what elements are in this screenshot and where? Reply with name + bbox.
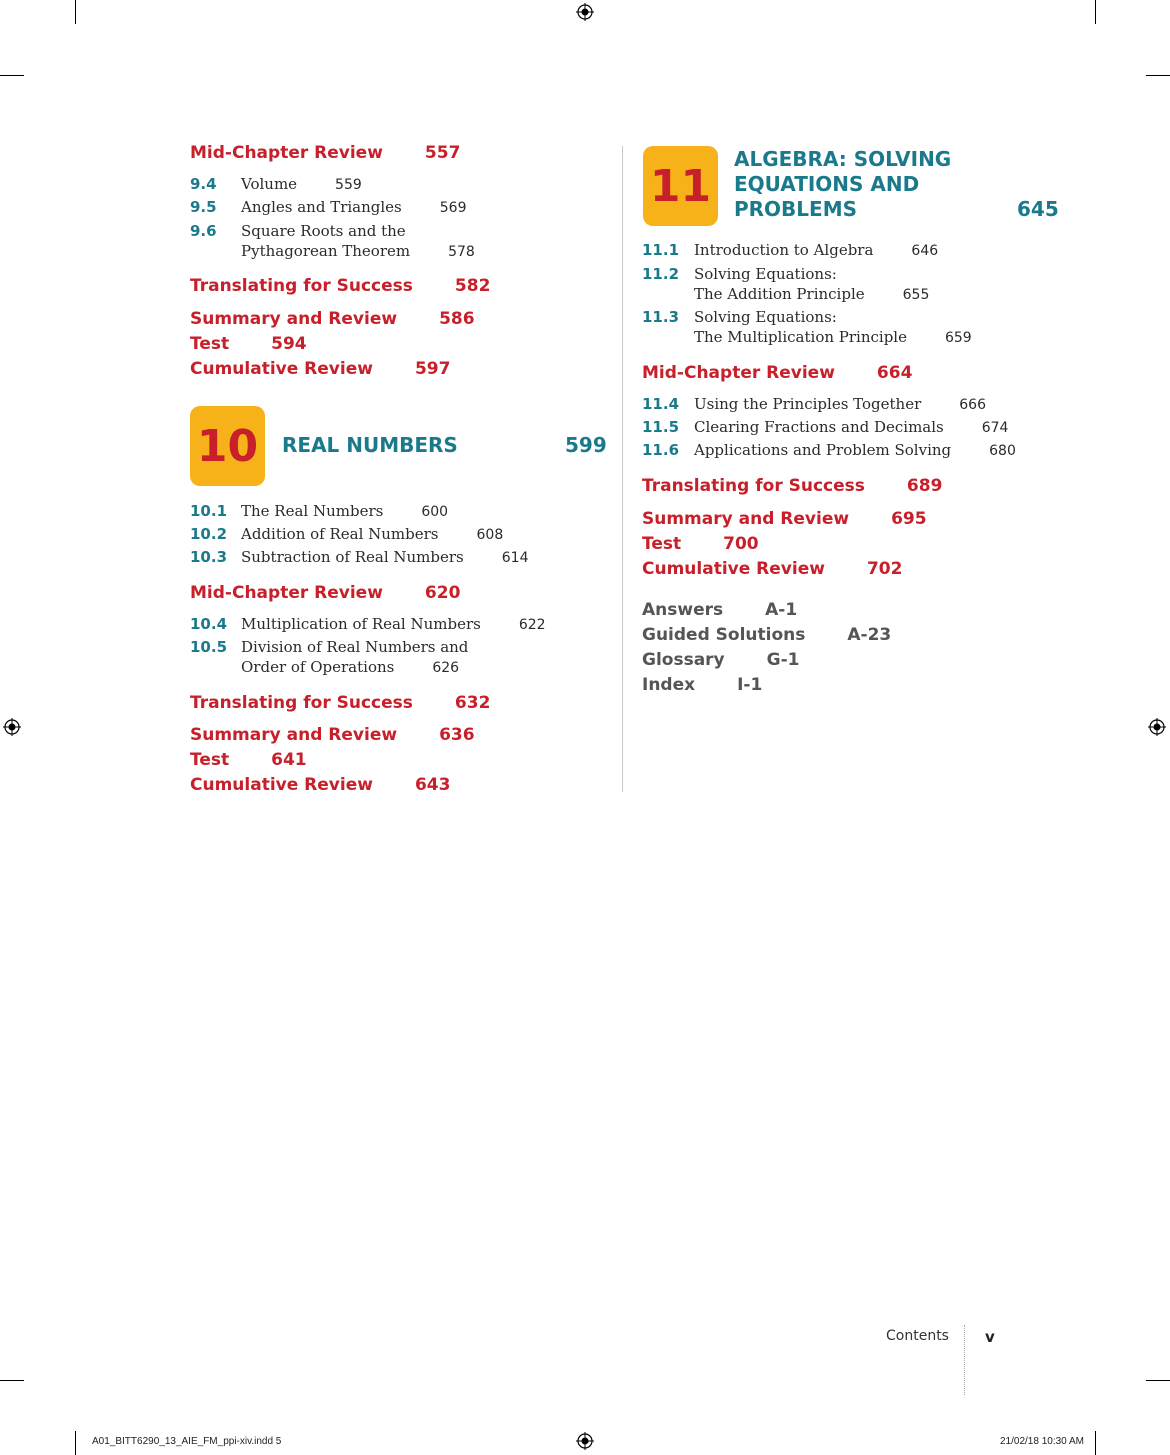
ch10-translating-for-success[interactable] — [190, 693, 490, 713]
back-matter-index[interactable] — [642, 675, 762, 695]
section-page: 614 — [501, 550, 529, 566]
footer-dotted-rule — [964, 1325, 965, 1395]
section-page: 655 — [902, 287, 930, 303]
section-number: 10.4 — [190, 615, 228, 633]
section-title: Multiplication of Real Numbers — [241, 615, 481, 633]
chapter-10-title[interactable]: REAL NUMBERS — [282, 433, 458, 457]
cumulative-page: 597 — [414, 359, 451, 379]
back-matter-glossary[interactable] — [642, 650, 799, 670]
section-title: Applications and Problem Solving — [694, 441, 952, 459]
section-title: Clearing Fractions and Decimals — [694, 418, 944, 436]
running-footer-label: Contents — [886, 1328, 949, 1344]
ch10-mid-chapter-review[interactable] — [190, 583, 460, 603]
ch9-translating-for-success[interactable] — [190, 276, 490, 296]
ch11-mid-chapter-review[interactable] — [642, 363, 912, 383]
chapter-11-title-line2: EQUATIONS AND — [734, 172, 920, 196]
ch9-summary-and-review[interactable] — [190, 309, 475, 329]
section-title-line1: Division of Real Numbers and — [241, 638, 469, 656]
crop-mark-bottom-left-v — [75, 1431, 76, 1455]
ch9-mid-review-page: 557 — [424, 143, 461, 163]
section-number: 9.4 — [190, 175, 217, 193]
toc-entry-10-4[interactable] — [190, 614, 546, 633]
section-title: Addition of Real Numbers — [241, 525, 439, 543]
back-matter-page: A-23 — [847, 625, 892, 645]
section-number: 11.6 — [642, 441, 680, 459]
section-page: 666 — [959, 397, 986, 413]
ch10-summary-and-review[interactable] — [190, 725, 475, 745]
summary-label: Summary and Review — [642, 509, 850, 529]
slug-datetime: 21/02/18 10:30 AM — [1000, 1436, 1084, 1447]
toc-entry-10-1[interactable] — [190, 501, 448, 520]
toc-entry-10-3[interactable] — [190, 547, 529, 566]
toc-entry-11-4[interactable] — [642, 394, 986, 413]
translating-page: 632 — [454, 693, 491, 713]
ch11-cumulative-review[interactable] — [642, 559, 902, 579]
toc-entry-11-3-line2 — [694, 327, 972, 346]
back-matter-label: Guided Solutions — [642, 625, 806, 645]
section-title-line1: Solving Equations: — [694, 308, 837, 326]
crop-mark-bottom-left-h — [0, 1380, 24, 1381]
section-page: 674 — [981, 420, 1009, 436]
chapter-11-number-badge: 11 — [643, 146, 718, 226]
toc-entry-9-6[interactable] — [190, 221, 406, 240]
back-matter-page: I-1 — [737, 675, 763, 695]
ch9-cumulative-review[interactable] — [190, 359, 450, 379]
section-title: Using the Principles Together — [694, 395, 922, 413]
section-title-line2: Pythagorean Theorem — [241, 242, 411, 260]
section-number: 11.1 — [642, 241, 680, 259]
test-page: 594 — [271, 334, 307, 354]
translating-label: Translating for Success — [190, 276, 413, 296]
ch9-test[interactable] — [190, 334, 307, 354]
ch10-cumulative-review[interactable] — [190, 775, 450, 795]
test-label: Test — [190, 334, 230, 354]
toc-entry-9-6-line2 — [241, 241, 475, 260]
section-title: Subtraction of Real Numbers — [241, 548, 464, 566]
back-matter-page: G-1 — [766, 650, 800, 670]
cumulative-label: Cumulative Review — [190, 359, 373, 379]
toc-entry-10-5-line2 — [241, 657, 459, 676]
crop-mark-top-right-v — [1095, 0, 1096, 24]
summary-label: Summary and Review — [190, 309, 398, 329]
toc-entry-9-5[interactable] — [190, 197, 467, 216]
section-number: 10.5 — [190, 638, 228, 656]
section-page: 626 — [432, 660, 460, 676]
section-page: 622 — [518, 617, 546, 633]
summary-page: 636 — [439, 725, 475, 745]
translating-page: 582 — [454, 276, 491, 296]
back-matter-label: Glossary — [642, 650, 725, 670]
section-title-line2: The Addition Principle — [694, 285, 865, 303]
section-number: 11.3 — [642, 308, 680, 326]
section-number: 11.4 — [642, 395, 680, 413]
back-matter-page: A-1 — [765, 600, 798, 620]
summary-page: 695 — [891, 509, 927, 529]
test-page: 641 — [271, 750, 307, 770]
ch10-mid-review-page: 620 — [424, 583, 461, 603]
translating-label: Translating for Success — [642, 476, 865, 496]
section-page: 578 — [448, 244, 475, 260]
summary-page: 586 — [439, 309, 475, 329]
test-label: Test — [190, 750, 230, 770]
cumulative-label: Cumulative Review — [190, 775, 373, 795]
section-page: 646 — [911, 243, 939, 259]
cumulative-label: Cumulative Review — [642, 559, 825, 579]
back-matter-answers[interactable] — [642, 600, 797, 620]
toc-entry-11-1[interactable] — [642, 240, 938, 259]
ch10-test[interactable] — [190, 750, 307, 770]
section-number: 9.5 — [190, 198, 217, 216]
registration-mark-bottom-icon — [576, 1432, 594, 1450]
toc-entry-11-2-line2 — [694, 284, 929, 303]
section-title: Angles and Triangles — [241, 198, 402, 216]
cumulative-page: 702 — [866, 559, 903, 579]
section-page: 608 — [476, 527, 504, 543]
registration-mark-right-icon — [1148, 718, 1166, 736]
section-title-line2: The Multiplication Principle — [694, 328, 907, 346]
section-page: 600 — [421, 504, 449, 520]
section-title: The Real Numbers — [241, 502, 384, 520]
toc-entry-11-5[interactable] — [642, 417, 1008, 436]
translating-page: 689 — [906, 476, 943, 496]
ch9-mid-chapter-review[interactable] — [190, 143, 460, 163]
crop-mark-bottom-right-v — [1095, 1431, 1096, 1455]
section-title: Introduction to Algebra — [694, 241, 874, 259]
section-number: 11.2 — [642, 265, 680, 283]
section-page: 569 — [439, 200, 467, 216]
toc-entry-10-5[interactable] — [190, 637, 468, 656]
section-page: 559 — [335, 177, 362, 193]
ch11-test[interactable] — [642, 534, 759, 554]
back-matter-label: Answers — [642, 600, 724, 620]
ch11-mid-review-page: 664 — [876, 363, 913, 383]
toc-entry-11-6[interactable] — [642, 440, 1016, 459]
ch11-mid-review-label: Mid-Chapter Review — [642, 363, 835, 383]
chapter-10-page[interactable]: 599 — [565, 433, 607, 457]
section-page: 680 — [989, 443, 1016, 459]
chapter-10-number-badge: 10 — [190, 406, 265, 486]
section-number: 9.6 — [190, 222, 217, 240]
page-folio: v — [985, 1328, 995, 1346]
section-title-line1: Solving Equations: — [694, 265, 837, 283]
section-page: 659 — [944, 330, 972, 346]
crop-mark-top-left-h — [0, 75, 24, 76]
section-title: Volume — [241, 175, 298, 193]
section-number: 10.3 — [190, 548, 228, 566]
toc-entry-11-3[interactable] — [642, 307, 837, 326]
chapter-11-title[interactable] — [734, 147, 951, 222]
translating-label: Translating for Success — [190, 693, 413, 713]
ch11-summary-and-review[interactable] — [642, 509, 927, 529]
back-matter-label: Index — [642, 675, 696, 695]
test-page: 700 — [723, 534, 759, 554]
registration-mark-left-icon — [3, 718, 21, 736]
chapter-11-title-line3: PROBLEMS — [734, 197, 858, 221]
test-label: Test — [642, 534, 682, 554]
section-title-line1: Square Roots and the — [241, 222, 406, 240]
crop-mark-top-right-h — [1146, 75, 1170, 76]
ch11-translating-for-success[interactable] — [642, 476, 942, 496]
chapter-11-title-line1: ALGEBRA: SOLVING — [734, 147, 952, 171]
summary-label: Summary and Review — [190, 725, 398, 745]
section-number: 10.2 — [190, 525, 228, 543]
ch10-mid-review-label: Mid-Chapter Review — [190, 583, 383, 603]
crop-mark-top-left-v — [75, 0, 76, 24]
section-title-line2: Order of Operations — [241, 658, 395, 676]
cumulative-page: 643 — [414, 775, 451, 795]
section-number: 10.1 — [190, 502, 228, 520]
back-matter-guided-solutions[interactable] — [642, 625, 891, 645]
slug-filename: A01_BITT6290_13_AIE_FM_ppi-xiv.indd 5 — [92, 1436, 282, 1447]
section-number: 11.5 — [642, 418, 680, 436]
registration-mark-top-icon — [576, 3, 594, 21]
toc-entry-10-2[interactable] — [190, 524, 503, 543]
ch9-mid-review-label: Mid-Chapter Review — [190, 143, 383, 163]
toc-entry-9-4[interactable] — [190, 174, 362, 193]
crop-mark-bottom-right-h — [1146, 1380, 1170, 1381]
chapter-11-page[interactable]: 645 — [1017, 197, 1059, 221]
column-divider — [622, 146, 623, 792]
toc-entry-11-2[interactable] — [642, 264, 837, 283]
